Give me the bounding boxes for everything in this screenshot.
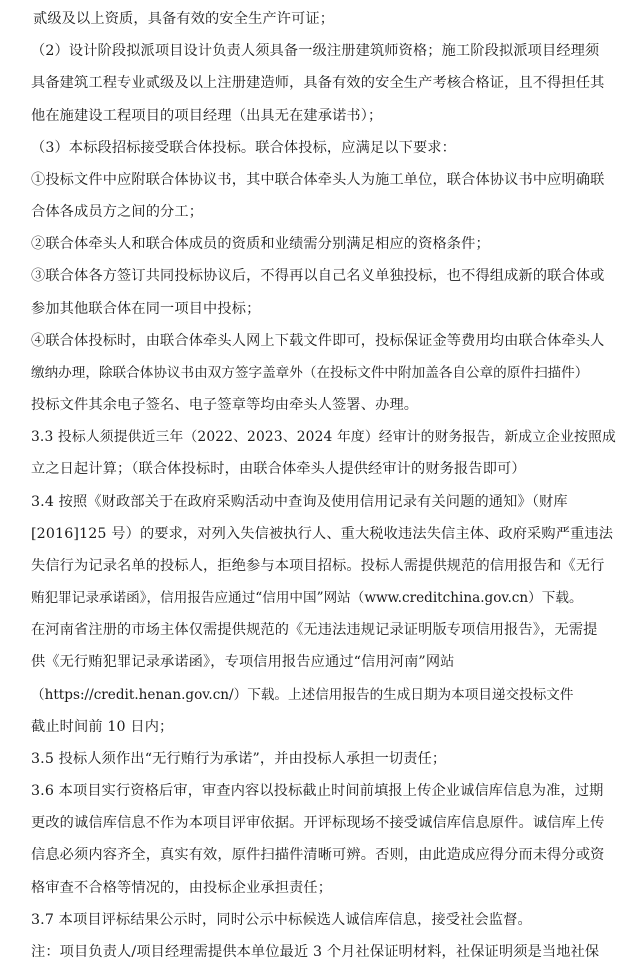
text-line: ③联合体各方签订共同投标协议后，不得再以自己名义单独投标，也不得组成新的联合体或	[31, 268, 605, 284]
text-line: 参加其他联合体在同一项目中投标；	[31, 301, 261, 317]
text-line: 截止时间前 10 日内；	[31, 719, 174, 735]
text-line: ②联合体牵头人和联合体成员的资质和业绩需分别满足相应的资格条件；	[31, 236, 490, 252]
text-line: 注：项目负责人/项目经理需提供本单位最近 3 个月社保证明材料，社保证明须是当地社保	[31, 944, 600, 960]
text-line: 贰级及以上资质，具备有效的安全生产许可证；	[33, 11, 335, 27]
text-line: 3.6 本项目实行资格后审，审查内容以投标截止时间前填报上传企业诚信库信息为准，过期	[31, 783, 604, 799]
text-line: 3.3 投标人须提供近三年（2022、2023、2024 年度）经审计的财务报告，新成立企业按照成	[31, 429, 616, 445]
text-line: [2016]125 号）的要求，对列入失信被执行人、重大税收违法失信主体、政府采购严重违法	[31, 526, 614, 542]
text-line: 3.5 投标人须作出“无行贿行为承诺”，并由投标人承担一切责任；	[31, 751, 447, 767]
text-line: 贿犯罪记录承诺函》，信用报告应通过“信用中国”网站（www.creditchina.gov.cn）下载。	[31, 590, 583, 606]
text-line: 格审查不合格等情况的，由投标企业承担责任；	[31, 880, 333, 896]
text-line: 缴纳办理，除联合体协议书由双方签字盖章外（在投标文件中附加盖各自公章的原件扫描件）	[31, 365, 589, 381]
text-line: 信息必须内容齐全，真实有效，原件扫描件清晰可辨。否则，由此造成应得分而未得分或资	[31, 847, 605, 863]
text-line: 合体各成员方之间的分工；	[31, 204, 204, 220]
text-line: （3）本标段招标接受联合体投标。联合体投标，应满足以下要求：	[31, 140, 456, 156]
text-line: 3.4 按照《财政部关于在政府采购活动中查询及使用信用记录有关问题的通知》（财库	[31, 494, 568, 510]
text-line: ④联合体投标时，由联合体牵头人网上下载文件即可，投标保证金等费用均由联合体牵头人	[31, 333, 605, 349]
text-line: 3.7 本项目评标结果公示时，同时公示中标候选人诚信库信息，接受社会监督。	[31, 912, 532, 928]
text-line: 投标文件其余电子签名、电子签章等均由牵头人签署、办理。	[31, 397, 419, 413]
text-line: （https://credit.henan.gov.cn/）下载。上述信用报告的生成日期为本项目递交投标文件	[31, 687, 574, 703]
text-line: 失信行为记录名单的投标人，拒绝参与本项目招标。投标人需提供规范的信用报告和《无行	[31, 558, 605, 574]
text-line: （2）设计阶段拟派项目设计负责人须具备一级注册建筑师资格；施工阶段拟派项目经理须	[31, 43, 600, 59]
text-line: 更改的诚信库信息不作为本项目评审依据。开评标现场不接受诚信库信息原件。诚信库上传	[31, 815, 605, 831]
text-line: 具备建筑工程专业贰级及以上注册建造师，具备有效的安全生产考核合格证，且不得担任其	[31, 75, 605, 91]
text-line: 在河南省注册的市场主体仅需提供规范的《无违法违规记录证明版专项信用报告》，无需提	[31, 622, 598, 638]
text-line: 立之日起计算；（联合体投标时，由联合体牵头人提供经审计的财务报告即可）	[31, 461, 526, 477]
text-line: ①投标文件中应附联合体协议书，其中联合体牵头人为施工单位，联合体协议书中应明确联	[31, 172, 605, 188]
text-line: 供《无行贿犯罪记录承诺函》，专项信用报告应通过“信用河南”网站	[31, 654, 455, 670]
text-line: 他在施建设工程项目的项目经理（出具无在建承诺书）；	[31, 108, 383, 124]
